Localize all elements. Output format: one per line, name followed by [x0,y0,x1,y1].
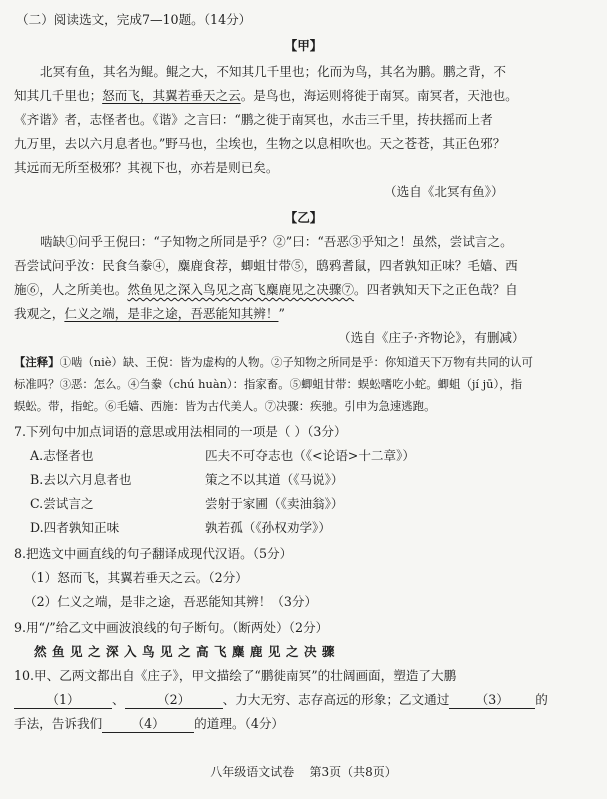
page-footer: 八年级语文试卷 第3页（共8页） [210,765,397,779]
passage-yi-line: 我观之，仁义之端，是非之途，吾恶能知其辨！” [14,306,285,321]
passage-yi-line: 啮缺①问乎王倪曰：“子知物之所同是乎？②”曰：“吾恶③乎知之！虽然，尝试言之。 [40,234,513,249]
passage-yi-line: 吾尝试问乎汝：民食刍豢④，麋鹿食荐，蝍蛆甘带⑤，鸱鸦耆鼠，四者孰知正味？毛嫱、西 [14,258,518,273]
question-7-stem: 7.下列句中加点词语的意思或用法相同的一项是（ ）（3分） [14,424,347,439]
q8-item-2: （2）仁义之端，是非之途，吾恶能知其辨！（3分） [24,594,318,609]
passage-jia-line: 知其几千里也；怒而飞，其翼若垂天之云。是鸟也，海运则将徙于南冥。南冥者，天池也。 [14,88,518,103]
q7-option-b-left: B.去以六月息者也 [30,472,132,487]
q10-blank-2[interactable]: （2） [125,692,223,709]
question-10-line: 10.甲、乙两文都出自《庄子》，甲文描绘了“鹏徙南冥”的壮阔画面，塑造了大鹏 [14,668,457,683]
passage-jia-title: 【甲】 [284,38,323,53]
passage-yi-source: （选自《庄子·齐物论》，有删减） [338,330,525,345]
underlined-sentence-jia: 怒而飞，其翼若垂天之云 [102,88,241,103]
q7-option-c-right: 尝射于家圃（《卖油翁》） [205,496,344,511]
question-9-stem: 9.用“/”给乙文中画波浪线的句子断句。（断两处）（2分） [14,620,329,635]
q10-blank-3[interactable]: （3） [449,692,535,709]
notes-line: 【注释】①啮（niè）缺、王倪：皆为虚构的人物。②子知物之所同是乎：你知道天下万物有共同的认可 [14,355,533,369]
wavy-underlined-sentence: 然鱼见之深入鸟见之高飞麋鹿见之决骤⑦ [127,282,355,297]
q8-item-1: （1）怒而飞，其翼若垂天之云。（2分） [24,570,248,585]
passage-jia-line: 九万里，去以六月息者也。”野马也，尘埃也，生物之以息相吹也。天之苍苍，其正色邪？ [14,136,506,151]
q7-option-c-left: C.尝试言之 [30,496,94,511]
passage-jia-line: 北冥有鱼，其名为鲲。鲲之大，不知其几千里也；化而为鸟，其名为鹏。鹏之背，不 [40,64,506,79]
passage-yi-title: 【乙】 [284,210,323,225]
notes-label: 【注释】 [14,355,60,369]
q7-option-a-right: 匹夫不可夺志也（《<论语>十二章》） [205,448,416,463]
q9-sentence: 然鱼见之深入鸟见之高飞麋鹿见之决骤 [34,644,340,659]
passage-jia-line: 其远而无所至极邪？其视下也，亦若是则已矣。 [14,160,279,175]
passage-yi-line: 施⑥，人之所美也。然鱼见之深入鸟见之高飞麋鹿见之决骤⑦。四者孰知天下之正色哉？自 [14,282,518,297]
notes-line: 标准吗？③恶：怎么。④刍豢（chú huàn）：指家畜。⑤蝍蛆甘带：蜈蚣嗜吃小蛇。蝍蛆（jí jū），指 [14,377,522,391]
q10-blank-1[interactable]: （1） [14,692,112,709]
passage-jia-line: 《齐谐》者，志怪者也。《谐》之言曰：“鹏之徙于南冥也，水击三千里，抟扶摇而上者 [14,112,493,127]
q7-option-d-left: D.四者孰知正味 [30,520,120,535]
q7-option-b-right: 策之不以其道（《马说》） [205,472,344,487]
question-8-stem: 8.把选文中画直线的句子翻译成现代汉语。（5分） [14,546,293,561]
underlined-sentence-yi: 仁义之端，是非之途，吾恶能知其辨！ [64,306,279,321]
q7-option-a-left: A.志怪者也 [30,448,94,463]
question-10-line: （1） 、 （2） 、力大无穷、志存高远的形象；乙文通过 （3） 的 [14,692,548,709]
passage-jia-source: （选自《北冥有鱼》） [384,184,504,199]
question-10-line: 手法，告诉我们 （4） 的道理。（4分） [14,716,285,731]
notes-line: 蜈蚣。带，指蛇。⑥毛嫱、西施：皆为古代美人。⑦决骤：疾驰。引申为急速逃跑。 [14,399,436,413]
section-heading: （二）阅读选文，完成7—10题。（14分） [16,12,252,27]
q7-option-d-right: 孰若孤（《孙权劝学》） [205,520,331,535]
q10-blank-4[interactable]: （4） [102,716,194,733]
